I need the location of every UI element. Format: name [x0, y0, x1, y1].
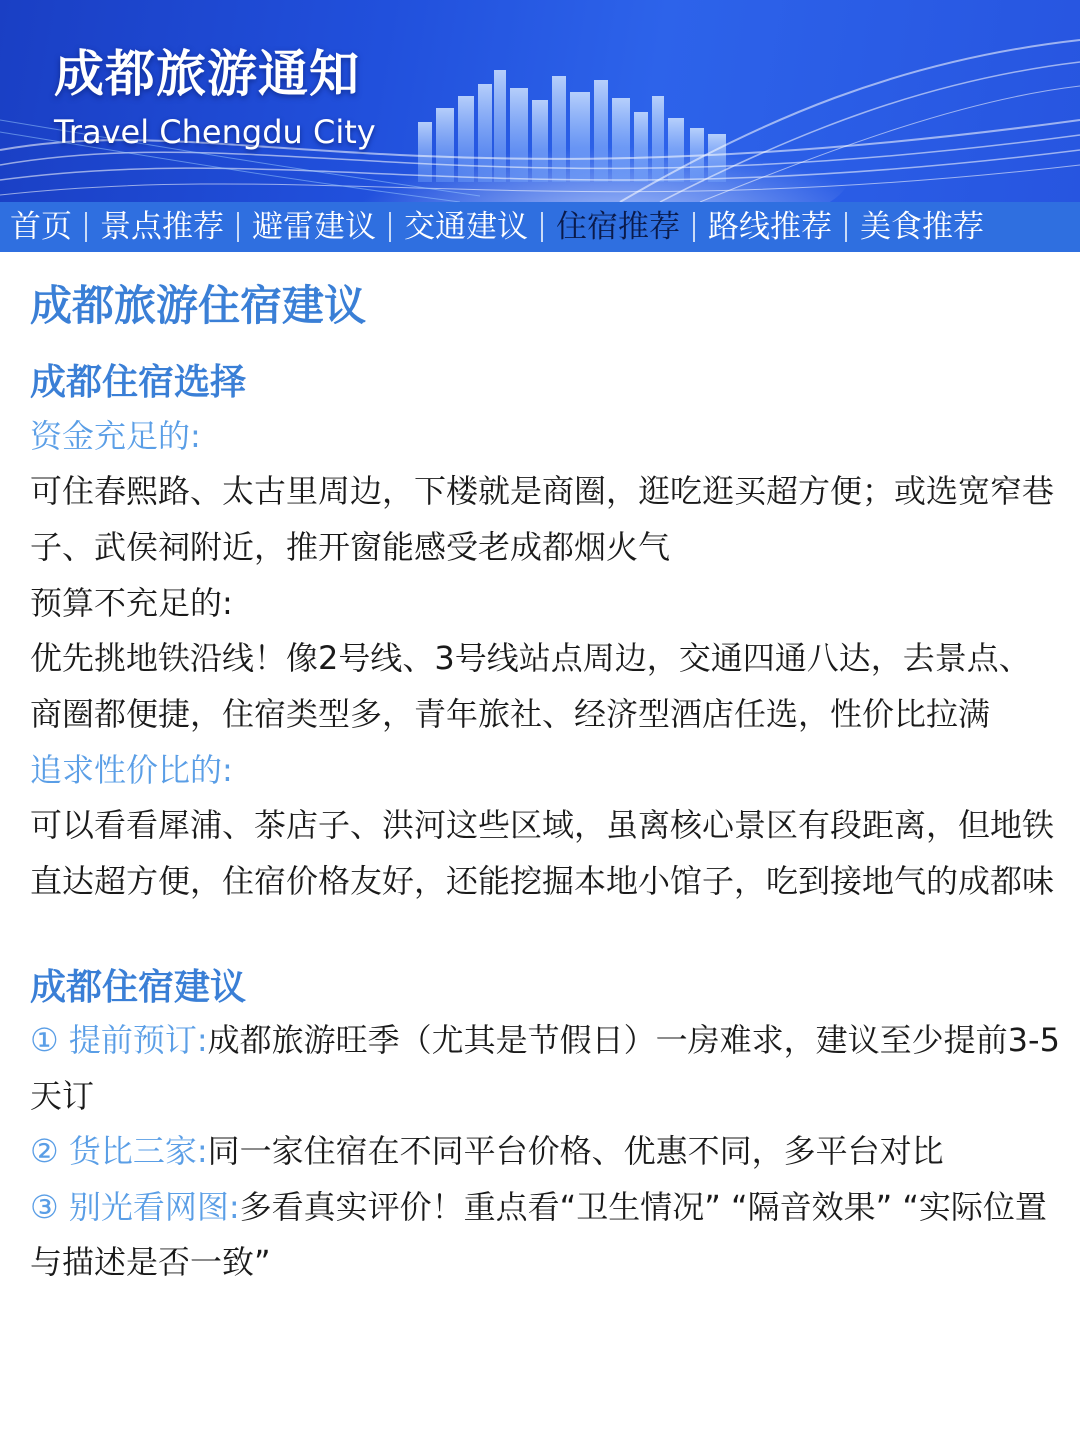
nav-item-food[interactable]: 美食推荐 [860, 209, 984, 245]
nav-item-pitfall-tips[interactable]: 避雷建议 [252, 209, 376, 245]
section-heading-advice: 成都住宿建议 [30, 967, 247, 1008]
top-nav-bar [0, 202, 1080, 252]
nav-item-accommodation[interactable]: 住宿推荐 [556, 209, 680, 245]
tip-text: 多看真实评价！重点看“卫生情况” “隔音效果” “实际位置与描述是否一致” [30, 1187, 1047, 1281]
group-text-limited-budget: 优先挑地铁沿线！像2号线、3号线站点周边，交通四通八达，去景点、商圈都便捷，住宿类型多，青年旅社、经济型酒店任选，性价比拉满 [30, 639, 1031, 733]
nav-item-attractions[interactable]: 景点推荐 [100, 209, 224, 245]
tip-text: 同一家住宿在不同平台价格、优惠不同，多平台对比 [207, 1132, 944, 1170]
page-title: 成都旅游住宿建议 [30, 281, 367, 330]
group-label-value-seekers: 追求性价比的: [30, 751, 233, 789]
nav-item-transport[interactable]: 交通建议 [404, 209, 528, 245]
group-text-ample-budget: 可住春熙路、太古里周边，下楼就是商圈，逛吃逛买超方便；或选宽窄巷子、武侯祠附近，推开窗能感受老成都烟火气 [30, 472, 1055, 566]
nav-item-routes[interactable]: 路线推荐 [708, 209, 832, 245]
article-body [30, 252, 1060, 1291]
group-label-ample-budget: 资金充足的: [30, 417, 201, 455]
banner-title: 成都旅游通知 [54, 45, 360, 103]
tip-key: ② 货比三家: [30, 1132, 208, 1170]
header-banner [0, 0, 1080, 202]
tip-key: ③ 别光看网图: [30, 1187, 240, 1226]
group-text-value-seekers: 可以看看犀浦、茶店子、洪河这些区域，虽离核心景区有段距离，但地铁直达超方便，住宿价格友好，还能挖掘本地小馆子，吃到接地气的成都味 [30, 806, 1055, 900]
tip-book-early [30, 1013, 1060, 1124]
nav-item-home[interactable]: 首页 [10, 209, 72, 245]
tip-compare-prices [30, 1124, 1060, 1180]
tip-key: ① 提前预订: [30, 1021, 208, 1059]
banner-subtitle: Travel Chengdu City [54, 113, 376, 151]
group-label-limited-budget: 预算不充足的: [30, 584, 233, 622]
section-heading-choices: 成都住宿选择 [30, 362, 247, 403]
tip-text: 成都旅游旺季（尤其是节假日）一房难求，建议至少提前3-5天订 [30, 1021, 1060, 1115]
tip-check-reviews [30, 1180, 1060, 1291]
